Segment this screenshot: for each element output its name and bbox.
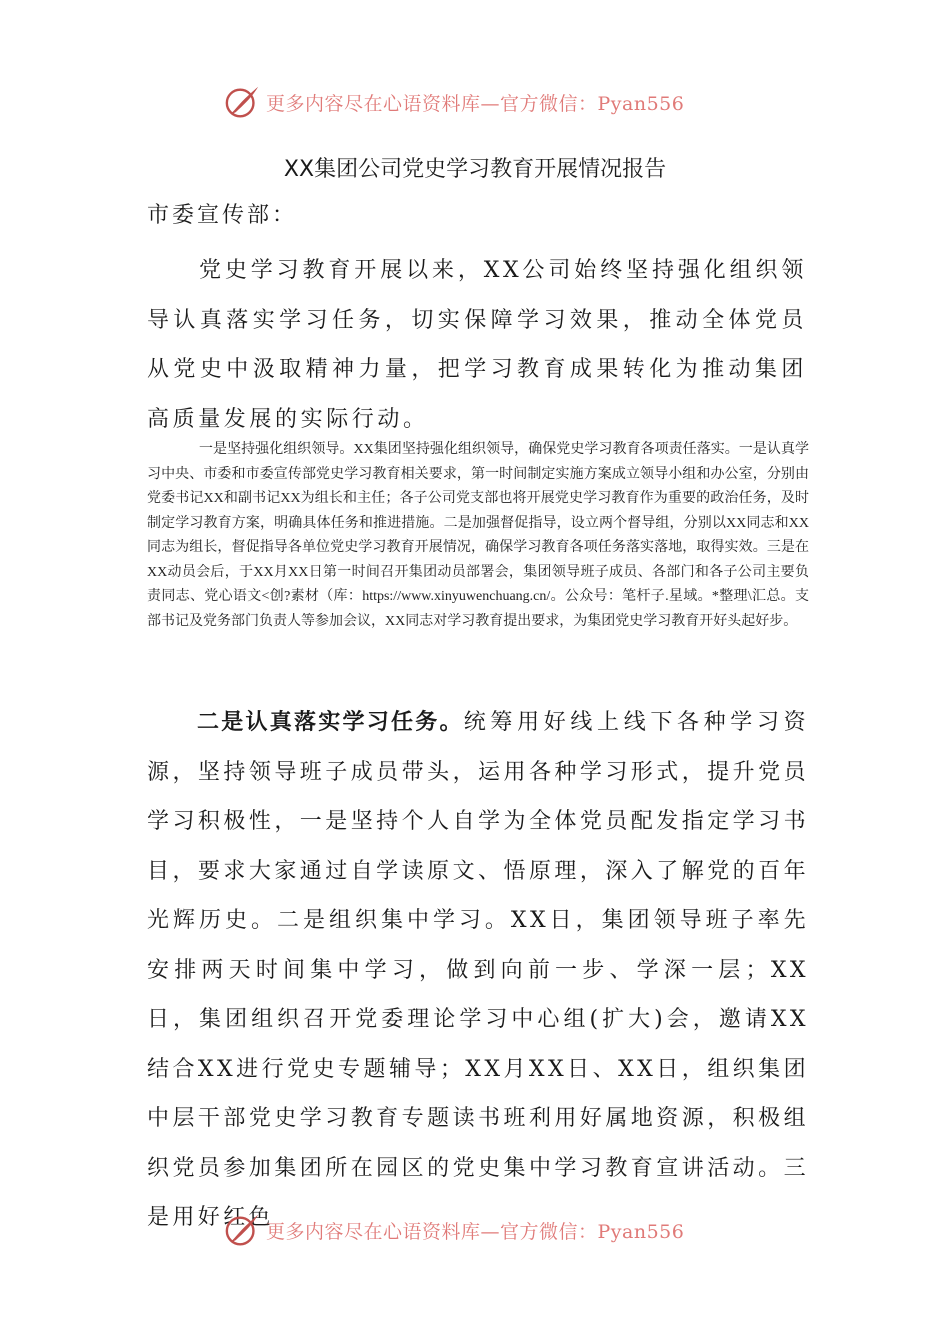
- quill-logo-icon: [224, 1211, 262, 1249]
- quill-logo-icon: [224, 83, 262, 121]
- salutation: 市委宣传部：: [147, 203, 298, 228]
- section-1-paragraph: 一是坚持强化组织领导。XX集团坚持强化组织领导，确保党史学习教育各项责任落实。一是认真学习中央、市委和市委宣传部党史学习教育相关要求，第一时间制定实施方案成立领导小组和办公室，分别由党委书记XX和副书记XX为组长和主任；各子公司党支部也将开展党史学习教育作为重要的政治任务，及时制定学习教育方案，明确具体任务和推进措施。二是加强督促指导，设立两个督导组，分别以XX同志和XX同志为组长，督促指导各单位党史学习教育开展情况，确保学习教育各项任务落实落地，取得实效。三是在XX动员会后，于XX月XX日第一时间召开集团动员部署会，集团领导班子成员、各部门和各子公司主要负责同志、党心语文<创?素材（库：https://www.xinyuwenchuang.cn/。公众号：笔杆子.星域。*整理\汇总。支部书记及党务部门负责人等参加会议，XX同志对学习教育提出要求，为集团党史学习教育开好头起好步。: [147, 442, 809, 629]
- document-title: XX集团公司党史学习教育开展情况报告: [283, 157, 667, 182]
- intro-paragraph: 党史学习教育开展以来，XX公司始终坚持强化组织领导认真落实学习任务，切实保障学习效果，推动全体党员从党史中汲取精神力量，把学习教育成果转化为推动集团高质量发展的实际行动。: [147, 258, 807, 432]
- footer-watermark: [224, 1210, 684, 1250]
- section-2-heading: 二是认真落实学习任务。: [197, 710, 464, 735]
- section-2-body: 统筹用好线上线下各种学习资源，坚持领导班子成员带头，运用各种学习形式，提升党员学习积极性，一是坚持个人自学为全体党员配发指定学习书目，要求大家通过自学读原文、悟原理，深入了解党的百年光辉历史。二是组织集中学习。XX日，集团领导班子率先安排两天时间集中学习，做到向前一步、学深一层；XX日，集团组织召开党委理论学习中心组(扩大)会，邀请XX结合XX进行党史专题辅导；XX月XX日、XX日，组织集团中层干部党史学习教育专题读书班利用好属地资源，积极组织党员参加集团所在园区的党史集中学习教育宣讲活动。三是用好红色: [147, 710, 809, 1230]
- section-2-paragraph: [147, 698, 809, 1243]
- watermark-text: 更多内容尽在心语资料库—官方微信：Pyan556: [266, 92, 685, 115]
- watermark-text: 更多内容尽在心语资料库—官方微信：Pyan556: [266, 1220, 685, 1243]
- header-watermark: [224, 82, 684, 122]
